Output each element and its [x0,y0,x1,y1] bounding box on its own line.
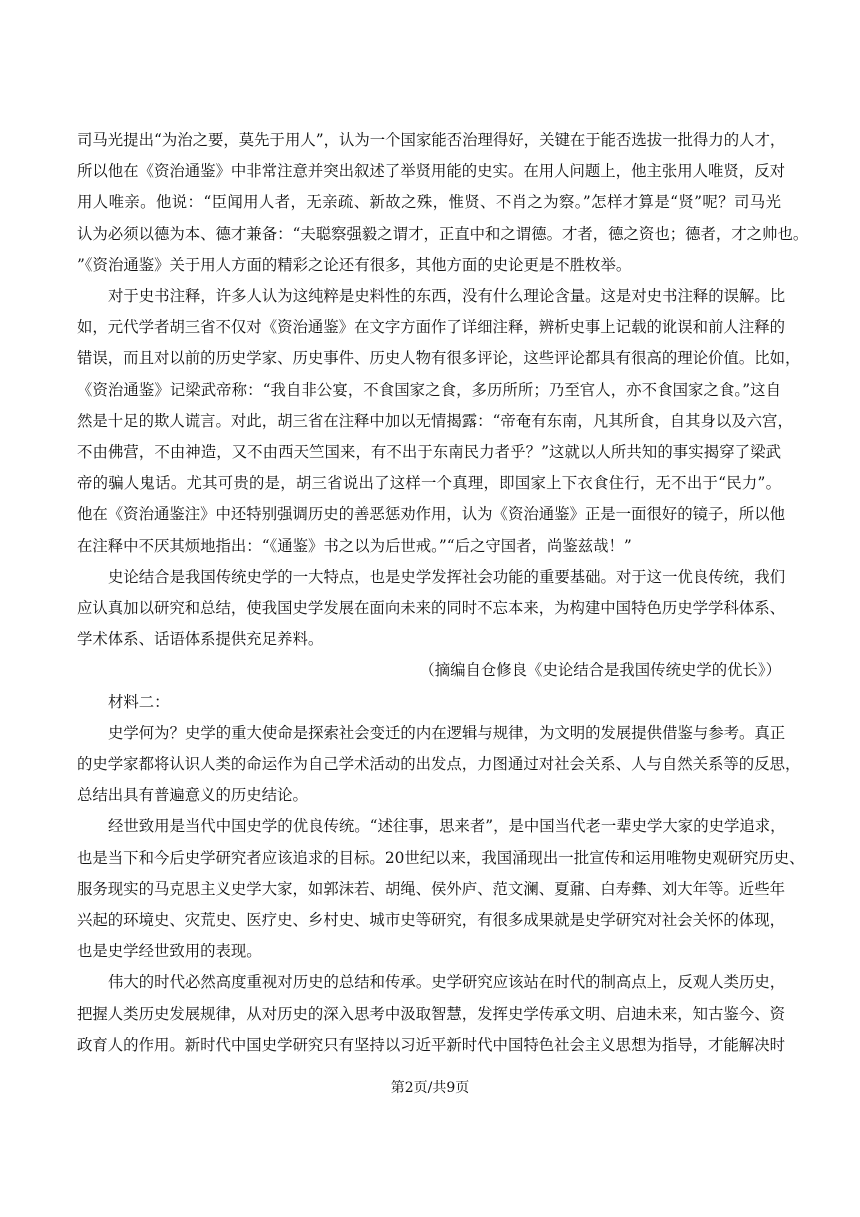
text-line: 在注释中不厌其烦地指出：“《通鉴》书之以为后世戒。”“后之守国者，尚鉴兹哉！” [77,536,632,555]
text-line: 用人唯亲。他说：“臣闻用人者，无亲疏、新故之殊，惟贤、不肖之为察。”怎样才算是“贤”呢？司马光 [77,193,781,212]
text-line: 所以他在《资治通鉴》中非常注意并突出叙述了举贤用能的史实。在用人问题上，他主张用人唯贤，反对 [77,162,785,181]
text-line: 把握人类历史发展规律，从对历史的深入思考中汲取智慧，发挥史学传承文明、启迪未来，知古鉴今、资 [77,1004,785,1023]
text-line: 也是史学经世致用的表现。 [77,942,262,961]
text-line: 政育人的作用。新时代中国史学研究只有坚持以习近平新时代中国特色社会主义思想为指导，才能解决时 [77,1035,785,1054]
text-line: 总结出具有普遍意义的历史结论。 [77,786,308,805]
text-line: 然是十足的欺人谎言。对此，胡三省在注释中加以无情揭露：“帝奄有东南，凡其所食，自其身以及六宫， [77,411,793,430]
text-line: 的史学家都将认识人类的命运作为自己学术活动的出发点，力图通过对社会关系、人与自然关系等的反思， [77,755,801,773]
text-line: 服务现实的马克思主义史学大家，如郭沫若、胡绳、侯外庐、范文澜、夏鼐、白寿彝、刘大年等。近些年 [77,879,785,898]
text-line: 兴起的环境史、灾荒史、医疗史、乡村史、城市史等研究，有很多成果就是史学研究对社会关怀的体现， [77,911,785,929]
text-line: 司马光提出“为治之要，莫先于用人”，认为一个国家能否治理得好，关键在于能否选拔一批得力的人才， [77,131,786,149]
text-line: 如，元代学者胡三省不仅对《资治通鉴》在文字方面作了详细注释，辨析史事上记载的讹误和前人注释的 [77,318,785,337]
paragraph-first-line: 经世致用是当代中国史学的优良传统。“述往事，思来者”，是中国当代老一辈史学大家的史学追求， [108,817,786,836]
text-line: 《资治通鉴》记梁武帝称：“我自非公宴，不食国家之食，多历所所；乃至官人，亦不食国家之食。”这自 [77,380,781,399]
text-line: 应认真加以研究和总结，使我国史学发展在面向未来的同时不忘本来，为构建中国特色历史学学科体系、 [77,599,785,617]
text-line: ”《资治通鉴》关于用人方面的精彩之论还有很多，其他方面的史论更是不胜枚举。 [77,255,632,274]
paragraph-first-line: 对于史书注释，许多人认为这纯粹是史料性的东西，没有什么理论含量。这是对史书注释的误解。比 [108,287,786,305]
text-line: 不由佛营，不由神造，又不由西天竺国来，有不出于东南民力者乎？”这就以人所共知的事实揭穿了梁武 [77,443,781,461]
text-line: 学术体系、话语体系提供充足养料。 [77,630,324,649]
section-heading: 材料二： [108,692,170,711]
text-line: 认为必须以德为本、德才兼备：“夫聪察强毅之谓才，正直中和之谓德。才者，德之资也；德者，才之帅也。 [77,224,809,243]
source-citation: （摘编自仓修良《史论结合是我国传统史学的优长》） [419,661,781,680]
page-number: 第2页/共9页 [390,1080,470,1096]
paragraph-first-line: 伟大的时代必然高度重视对历史的总结和传承。史学研究应该站在时代的制高点上，反观人类历史， [108,973,786,992]
text-line: 错误，而且对以前的历史学家、历史事件、历史人物有很多评论，这些评论都具有很高的理论价值。比如， [77,349,801,368]
text-line: 他在《资治通鉴注》中还特别强调历史的善恶惩劝作用，认为《资治通鉴》正是一面很好的镜子，所以他 [77,505,785,524]
paragraph-first-line: 史论结合是我国传统史学的一大特点，也是史学发挥社会功能的重要基础。对于这一优良传统，我们 [108,567,786,586]
paragraph-first-line: 史学何为？史学的重大使命是探索社会变迁的内在逻辑与规律，为文明的发展提供借鉴与参考。真正 [108,723,786,742]
text-line: 帝的骗人鬼话。尤其可贵的是，胡三省说出了这样一个真理，即国家上下衣食住行，无不出于“民力”。 [77,474,781,493]
text-line: 也是当下和今后史学研究者应该追求的目标。20世纪以来，我国涌现出一批宣传和运用唯物史观研究历史、 [77,848,805,867]
